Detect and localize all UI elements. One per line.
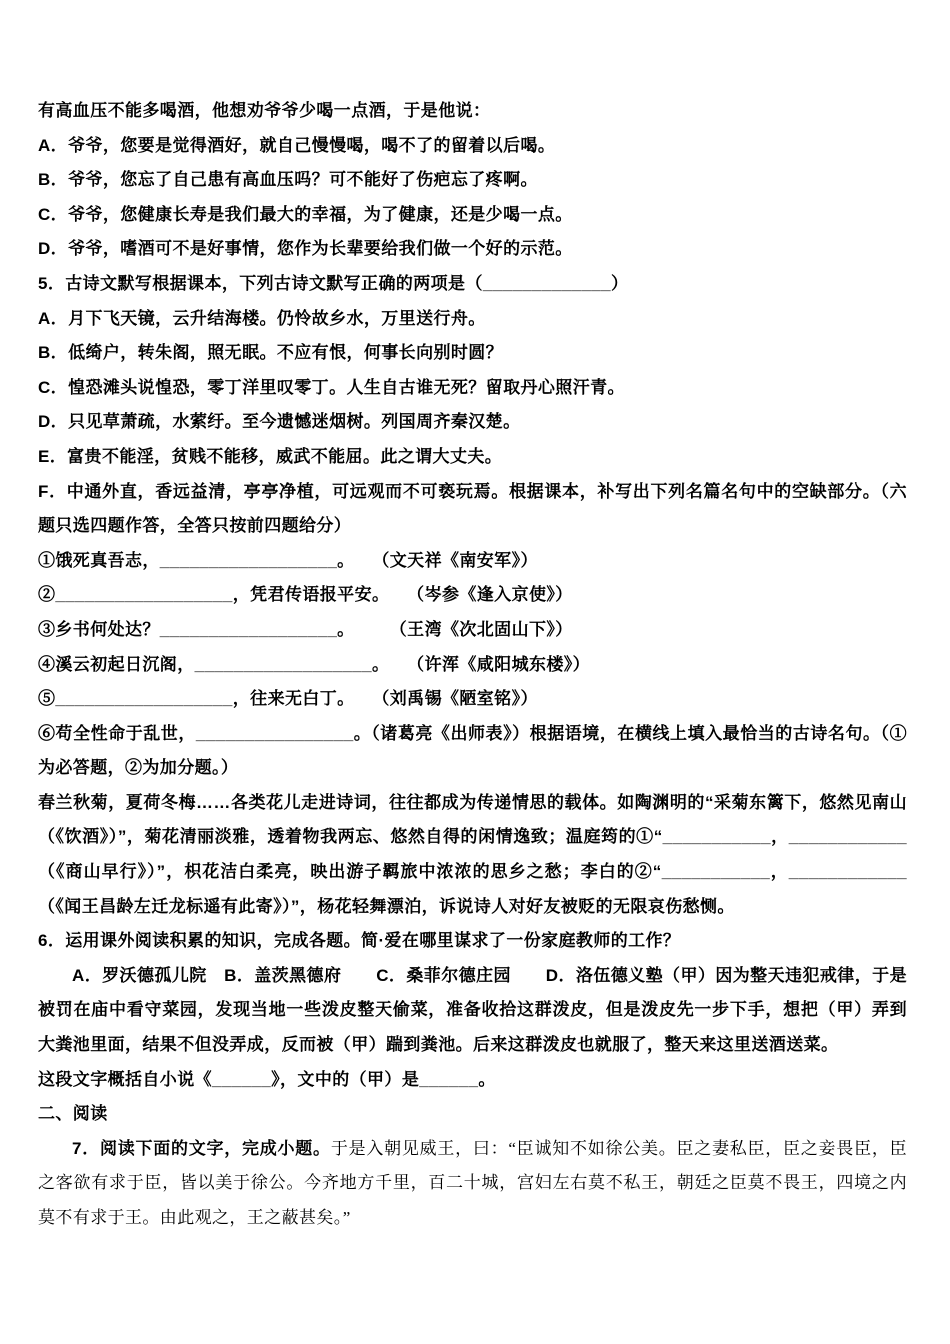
q5-option-f: F．中通外直，香远益清，亭亭净植，可远观而不可亵玩焉。根据课本，补写出下列名篇名句中的空缺部分。（六题只选四题作答，全答只按前四题给分） <box>38 481 907 536</box>
q7-classical-passage: 于是入朝见威王，曰：“臣诚知不如徐公美。臣之妻私臣，臣之妾畏臣，臣之客欲有求于臣，皆以美于徐公。今齐地方千里，百二十城，宫妇左右莫不私王，朝廷之臣莫不畏王，四境之内莫不有求于王。由此观之，王之蔽甚矣。” <box>38 1138 907 1227</box>
q5-option-e: E．富贵不能淫，贫贱不能移，威武不能屈。此之谓大丈夫。 <box>38 446 503 466</box>
q6-conclusion: 这段文字概括自小说《______》，文中的（甲）是______。 <box>38 1069 496 1089</box>
q4-stem: 有高血压不能多喝酒，他想劝爷爷少喝一点酒，于是他说： <box>38 101 491 120</box>
q5-fill-in-6: ⑥苟全性命于乱世，________________。（诸葛亮《出师表》）根据语境，在横线上填入最恰当的古诗名句。（①为必答题，②为加分题。） <box>38 723 907 778</box>
q5-context-paragraph: 春兰秋菊，夏荷冬梅……各类花儿走进诗词，往往都成为传递情思的载体。如陶渊明的“采菊东篱下，悠然见南山（《饮酒》）”，菊花清丽淡雅，透着物我两忘、悠然自得的闲情逸致；温庭筠的①“___________，____________（《商山早行》）”，枳花洁白柔亮，映出游子羁旅中浓浓的思乡之愁；李白的②“___________，____________（《闻王昌龄左迁龙标遥有此寄》）”，杨花轻舞漂泊，诉说诗人对好友被贬的无限哀伤愁恻。 <box>38 792 907 916</box>
q5-option-b: B．低绮户，转朱阁，照无眠。不应有恨，何事长向别时圆？ <box>38 343 504 363</box>
section-2-title: 二、阅读 <box>38 1104 108 1124</box>
q6-options-paragraph: A．罗沃德孤儿院 B．盖茨黑德府 C．桑菲尔德庄园 D．洛伍德义塾（甲）因为整天违犯戒律，于是被罚在庙中看守菜园，发现当地一些泼皮整天偷菜，准备收拾这群泼皮，但是泼皮先一步下手，想把（甲）弄到大粪池里面，结果不但没弄成，反而被（甲）踹到粪池。后来这群泼皮也就服了，整天来这里送酒送菜。 <box>38 965 907 1055</box>
q5-fill-in-3: ③乡书何处达？__________________。 （王湾《次北固山下》） <box>38 619 573 639</box>
q7-paragraph <box>38 1132 907 1236</box>
q5-option-d: D．只见草萧疏，水萦纡。至今遗憾迷烟树。列国周齐秦汉楚。 <box>38 412 521 432</box>
q5-fill-in-4: ④溪云初起日沉阁，__________________。 （许浑《咸阳城东楼》） <box>38 654 591 674</box>
q6-stem: 6．运用课外阅读积累的知识，完成各题。简·爱在哪里谋求了一份家庭教师的工作？ <box>38 931 681 951</box>
q5-fill-in-1: ①饿死真吾志，__________________。 （文天祥《南安军》） <box>38 550 538 570</box>
q5-fill-in-2: ②__________________，凭君传语报平安。 （岑参《逢入京使》） <box>38 585 573 605</box>
q4-option-b: B．爷爷，您忘了自己患有高血压吗？可不能好了伤疤忘了疼啊。 <box>38 170 538 190</box>
q5-option-a: A．月下飞天镜，云升结海楼。仍怜故乡水，万里送行舟。 <box>38 308 486 328</box>
q5-option-c: C．惶恐滩头说惶恐，零丁洋里叹零丁。人生自古谁无死？留取丹心照汗青。 <box>38 377 625 397</box>
q5-fill-in-5: ⑤__________________，往来无白丁。 （刘禹锡《陋室铭》） <box>38 689 538 709</box>
q5-stem: 5．古诗文默写根据课本，下列古诗文默写正确的两项是（_____________） <box>38 273 629 293</box>
q4-option-a: A．爷爷，您要是觉得酒好，就自己慢慢喝，喝不了的留着以后喝。 <box>38 135 556 155</box>
q4-option-d: D．爷爷，嗜酒可不是好事情，您作为长辈要给我们做一个好的示范。 <box>38 239 573 259</box>
q4-option-c: C．爷爷，您健康长寿是我们最大的幸福，为了健康，还是少喝一点。 <box>38 204 573 224</box>
q7-intro: 7．阅读下面的文字，完成小题。 <box>72 1138 331 1158</box>
